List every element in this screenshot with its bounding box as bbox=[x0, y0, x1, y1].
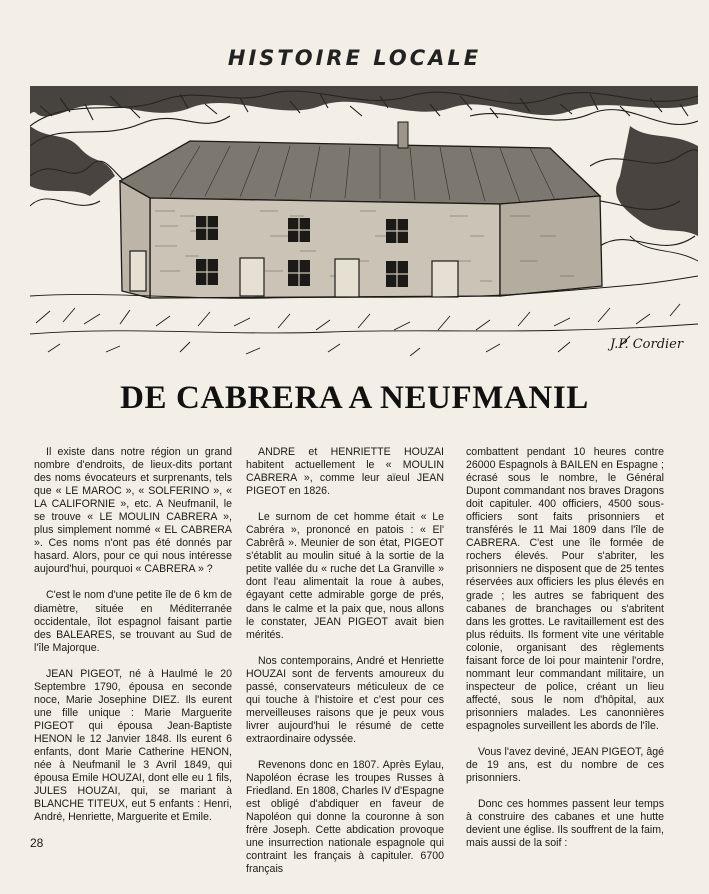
text-column-1 bbox=[34, 446, 232, 837]
section-header: HISTOIRE LOCALE bbox=[227, 46, 482, 70]
mill-roof bbox=[120, 141, 600, 204]
article-headline: DE CABRERA A NEUFMANIL bbox=[120, 380, 589, 416]
mill-side-wall bbox=[500, 196, 602, 296]
mill-illustration bbox=[30, 86, 698, 356]
paragraph: Il existe dans notre région un grand nombre d'endroits, de lieux-dits portant des noms évocateurs et surprenants, tels que « LE MAROC », « SOLFERINO », « LA CALIFORNIE », etc. A Neufmanil, le se trouve « LE MOULIN CABRERA », plus simplement nommé « EL CABRERA ». Ces noms n'ont pas été donnés par hasard. Alors, pour ce qui nous intéresse aujourd'hui, pourquoi « CABRERA » ? bbox=[34, 446, 232, 576]
artist-signature: J.P. Cordier bbox=[610, 337, 684, 352]
text-column-2 bbox=[246, 446, 444, 889]
paragraph: Le surnom de cet homme était « Le Cabréra », prononcé en patois : « El' Cabrêrâ ». Meunier de son état, PIGEOT s'établit au moulin situé à la sortie de la petite vallée du « ruche det La Granville » dont l'eau alimentait la roue à aubes, égayant cette admirable gorge de prés, dans le calme et la paix que, nous allons le constater, JEAN PIGEOT avait bien mérités. bbox=[246, 511, 444, 641]
paragraph: Revenons donc en 1807. Après Eylau, Napoléon écrase les troupes Russes à Friedland. En 1808, Charles IV d'Espagne est obligé d'abdiquer en faveur de Napoléon qui donne la couronne à son frère Joseph. Cette abdication provoque une insurrection nationale espagnole qui contraint les français à capituler. 6700 français bbox=[246, 758, 444, 876]
paragraph: ANDRE et HENRIETTE HOUZAI habitent actuellement le « MOULIN CABRERA », comme leur aïeul JEAN PIGEOT en 1826. bbox=[246, 446, 444, 498]
paragraph: Nos contemporains, André et Henriette HOUZAI sont de fervents amoureux du passé, conservateurs méticuleux de ce qui touche à l'histoire et c'est pour ces merveilleuses raisons que je peux vous livrer aujourd'hui le résumé de cette extraordinaire odyssée. bbox=[246, 654, 444, 745]
paragraph: Donc ces hommes passent leur temps à construire des cabanes et une hutte devient une église. Ils souffrent de la faim, mais aussi de la soif : bbox=[466, 798, 664, 850]
paragraph: Vous l'avez deviné, JEAN PIGEOT, âgé de 19 ans, est du nombre de ces prisonniers. bbox=[466, 746, 664, 785]
chimney bbox=[398, 122, 408, 148]
mill-drawing bbox=[30, 86, 698, 356]
text-column-3 bbox=[466, 446, 664, 863]
paragraph: C'est le nom d'une petite île de 6 km de diamètre, située en Méditerranée occidentale, îlot espagnol faisant partie des BALEARES, se trouvant au Sud de l'île Majorque. bbox=[34, 589, 232, 654]
paragraph: JEAN PIGEOT, né à Haulmé le 20 Septembre 1790, épousa en seconde noce, Marie Josephine DIEZ. Ils eurent une fille unique : Marie Marguerite PIGEOT qui épousa Jean-Baptiste HENON le 12 Janvier 1848. Ils eurent 6 enfants, dont Marie Catherine HENON, née à Neufmanil le 3 Avril 1849, qui épousa Emile HOUZAI, dont elle eu 1 fils, JULES HOUZAI, qui, se mariant à BLANCHE TITEUX, eut 5 enfants : Henri, André, Henriette, Marguerite et Emile. bbox=[34, 667, 232, 824]
page-number: 28 bbox=[30, 836, 44, 850]
paragraph: combattent pendant 10 heures contre 26000 Espagnols à BAILEN en Espagne ; écrasé sous le nombre, le Général Dupont commandant nos braves Dragons doit capituler. 400 officiers, 4500 sous-officiers sont faits prisonniers et transférés le 11 Mai 1809 dans l'île de CABRERA. C'est une île formée de rochers élevés. Pour s'abriter, les prisonniers ne disposent que de 25 tentes réservées aux officiers les plus élevés en grade ; les autres se fabriquent des cabanes de branchages ou s'abritent dans les grottes. Le ravitaillement est des plus réduits. Ils forment vite une véritable colonie, organisant des règlements faisant force de loi pour maintenir l'ordre, nommant leur commandant militaire, un inspecteur de police, créant un lieu affecté, sous le nom d'hôpital, aux prisonniers malades. Les canonnières espagnoles surveillent les abords de l'île. bbox=[466, 446, 664, 732]
